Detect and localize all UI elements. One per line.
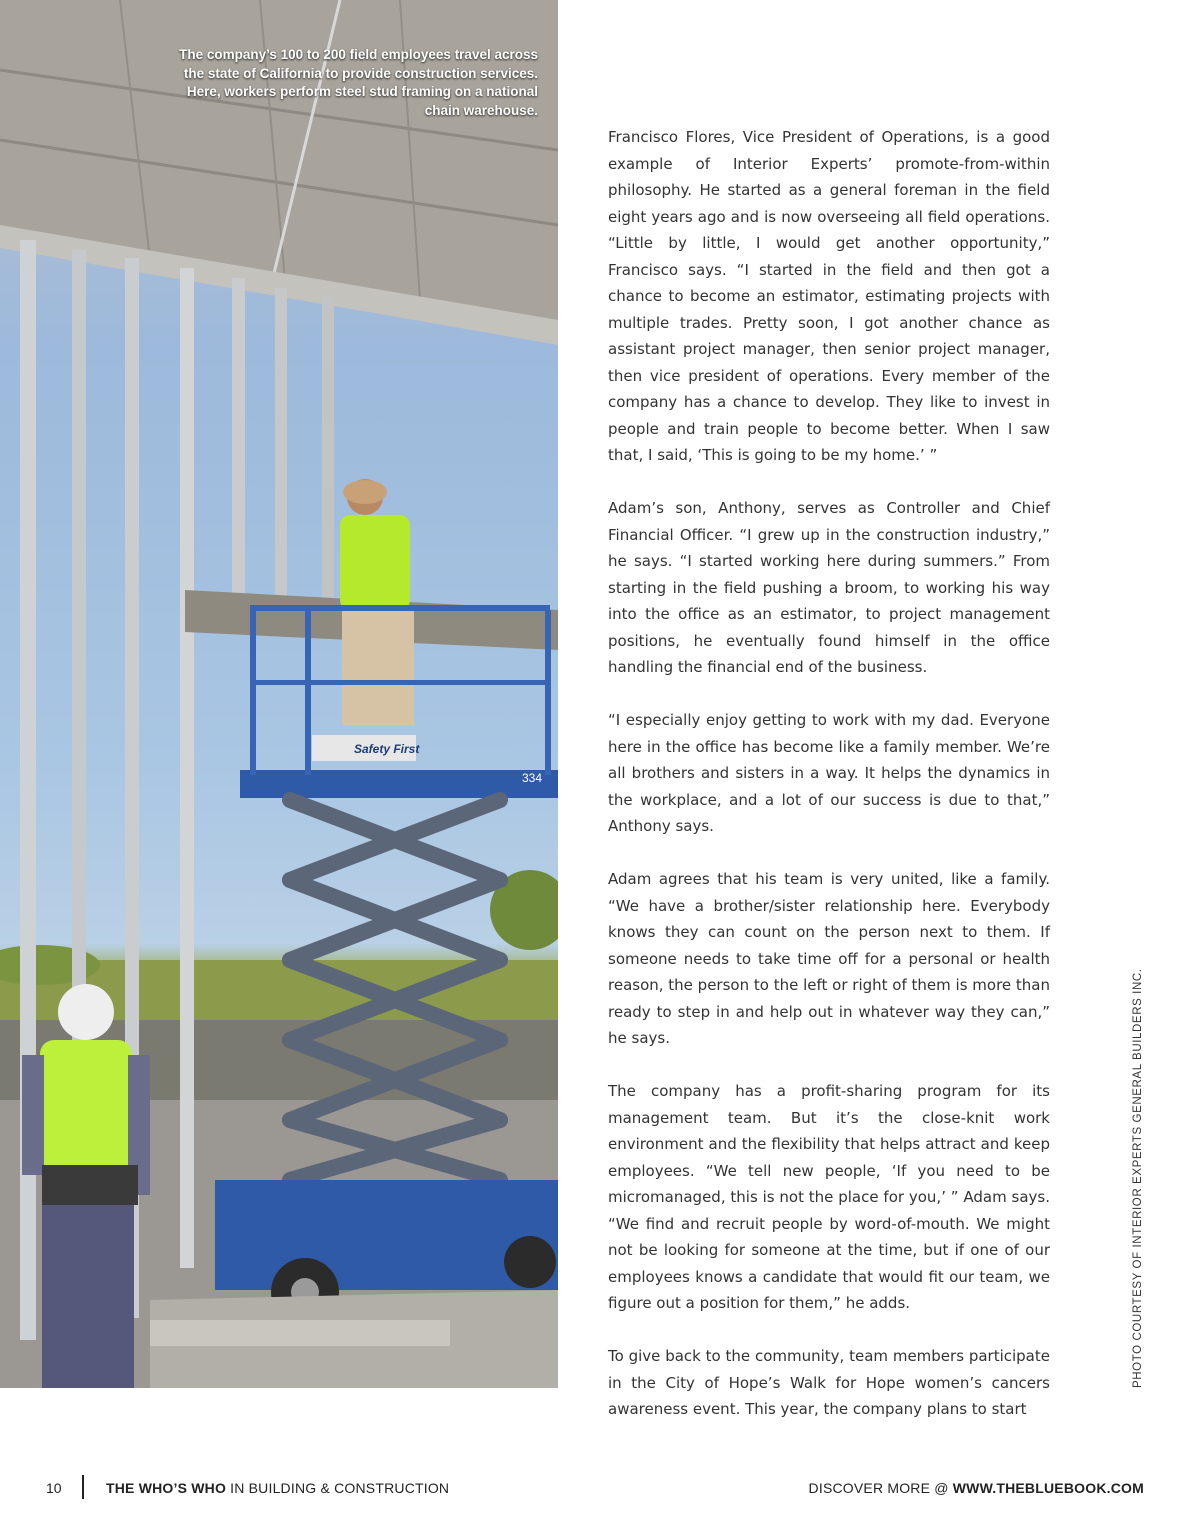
steel-stud <box>180 268 194 1268</box>
lift-base <box>215 1180 558 1290</box>
footer-divider <box>82 1475 84 1499</box>
article-body <box>608 124 1050 1449</box>
publication-title <box>106 1480 449 1496</box>
photo-illustration <box>0 0 558 1388</box>
article-paragraph: The company has a profit-sharing program for its management team. But it’s the close-knit work environment and the flexibility that helps attract and keep employees. “We tell new people, ‘If you need to be micromanaged, this is not the place for you,’ ” Adam says. “We find and recruit people by word-of-mouth. We might not be looking for someone at the time, but if one of our employees knows a candidate that would fit our team, we figure out a position for them,” he adds. <box>608 1082 1050 1312</box>
lift-sign: Safety First <box>354 742 420 756</box>
hard-hat <box>58 984 114 1040</box>
page-footer <box>0 1470 1200 1506</box>
article-paragraph: To give back to the community, team members participate in the City of Hope’s Walk for Hope women’s cancers awareness event. This year, the company plans to start <box>608 1347 1050 1418</box>
article-paragraph: Adam’s son, Anthony, serves as Controller and Chief Financial Officer. “I grew up in the construction industry,” he says. “I started working here during summers.” From starting in the field pushing a broom, to working his way into the office as an estimator, to project management positions, he eventually found himself in the office handling the financial end of the business. <box>608 499 1050 676</box>
lift-number: 334 <box>522 771 543 785</box>
ground-worker-vest <box>40 1040 132 1170</box>
article-paragraph: “I especially enjoy getting to work with my dad. Everyone here in the office has become like a family member. We’re all brothers and sisters in a way. It helps the dynamics in the workplace, and a lot of our success is due to that,” Anthony says. <box>608 711 1050 835</box>
publication-title-bold: THE WHO’S WHO <box>106 1480 227 1496</box>
article-paragraph: Adam agrees that his team is very united, like a family. “We have a brother/sister relationship here. Everybody knows they can count on the person next to them. If someone needs to take time off for a personal or health reason, the person to the left or right of them is more than ready to step in and help out in whatever way they can,” he says. <box>608 870 1050 1047</box>
worker-vest <box>340 515 410 610</box>
discover-prefix: DISCOVER MORE @ <box>808 1480 953 1496</box>
steel-stud <box>275 288 287 608</box>
article-paragraph: Francisco Flores, Vice President of Operations, is a good example of Interior Experts’ promote-from-within philosophy. He started as a general foreman in the field eight years ago and is now overseeing all field operations. “Little by little, I would get another opportunity,” Francisco says. “I started in the field and then got a chance to become an estimator, estimating projects with multiple trades. Pretty soon, I got another chance as assistant project manager, then senior project manager, then vice president of operations. Every member of the company has a chance to develop. They like to invest in people and train people to become better. When I saw that, I said, ‘This is going to be my home.’ ” <box>608 128 1050 464</box>
steel-stud <box>322 296 334 606</box>
photo-caption: The company’s 100 to 200 field employees travel across the state of California to provide construction services. Here, workers perform steel stud framing on a national chain warehouse. <box>179 47 538 118</box>
page-number: 10 <box>46 1480 62 1496</box>
website-link[interactable]: WWW.THEBLUEBOOK.COM <box>952 1480 1144 1496</box>
discover-more <box>809 1480 1144 1496</box>
steel-stud <box>232 278 245 608</box>
photo-credit: PHOTO COURTESY OF INTERIOR EXPERTS GENERAL BUILDERS INC. <box>1132 968 1144 1388</box>
publication-title-rest: IN BUILDING & CONSTRUCTION <box>226 1480 450 1496</box>
construction-photo <box>0 0 558 1388</box>
